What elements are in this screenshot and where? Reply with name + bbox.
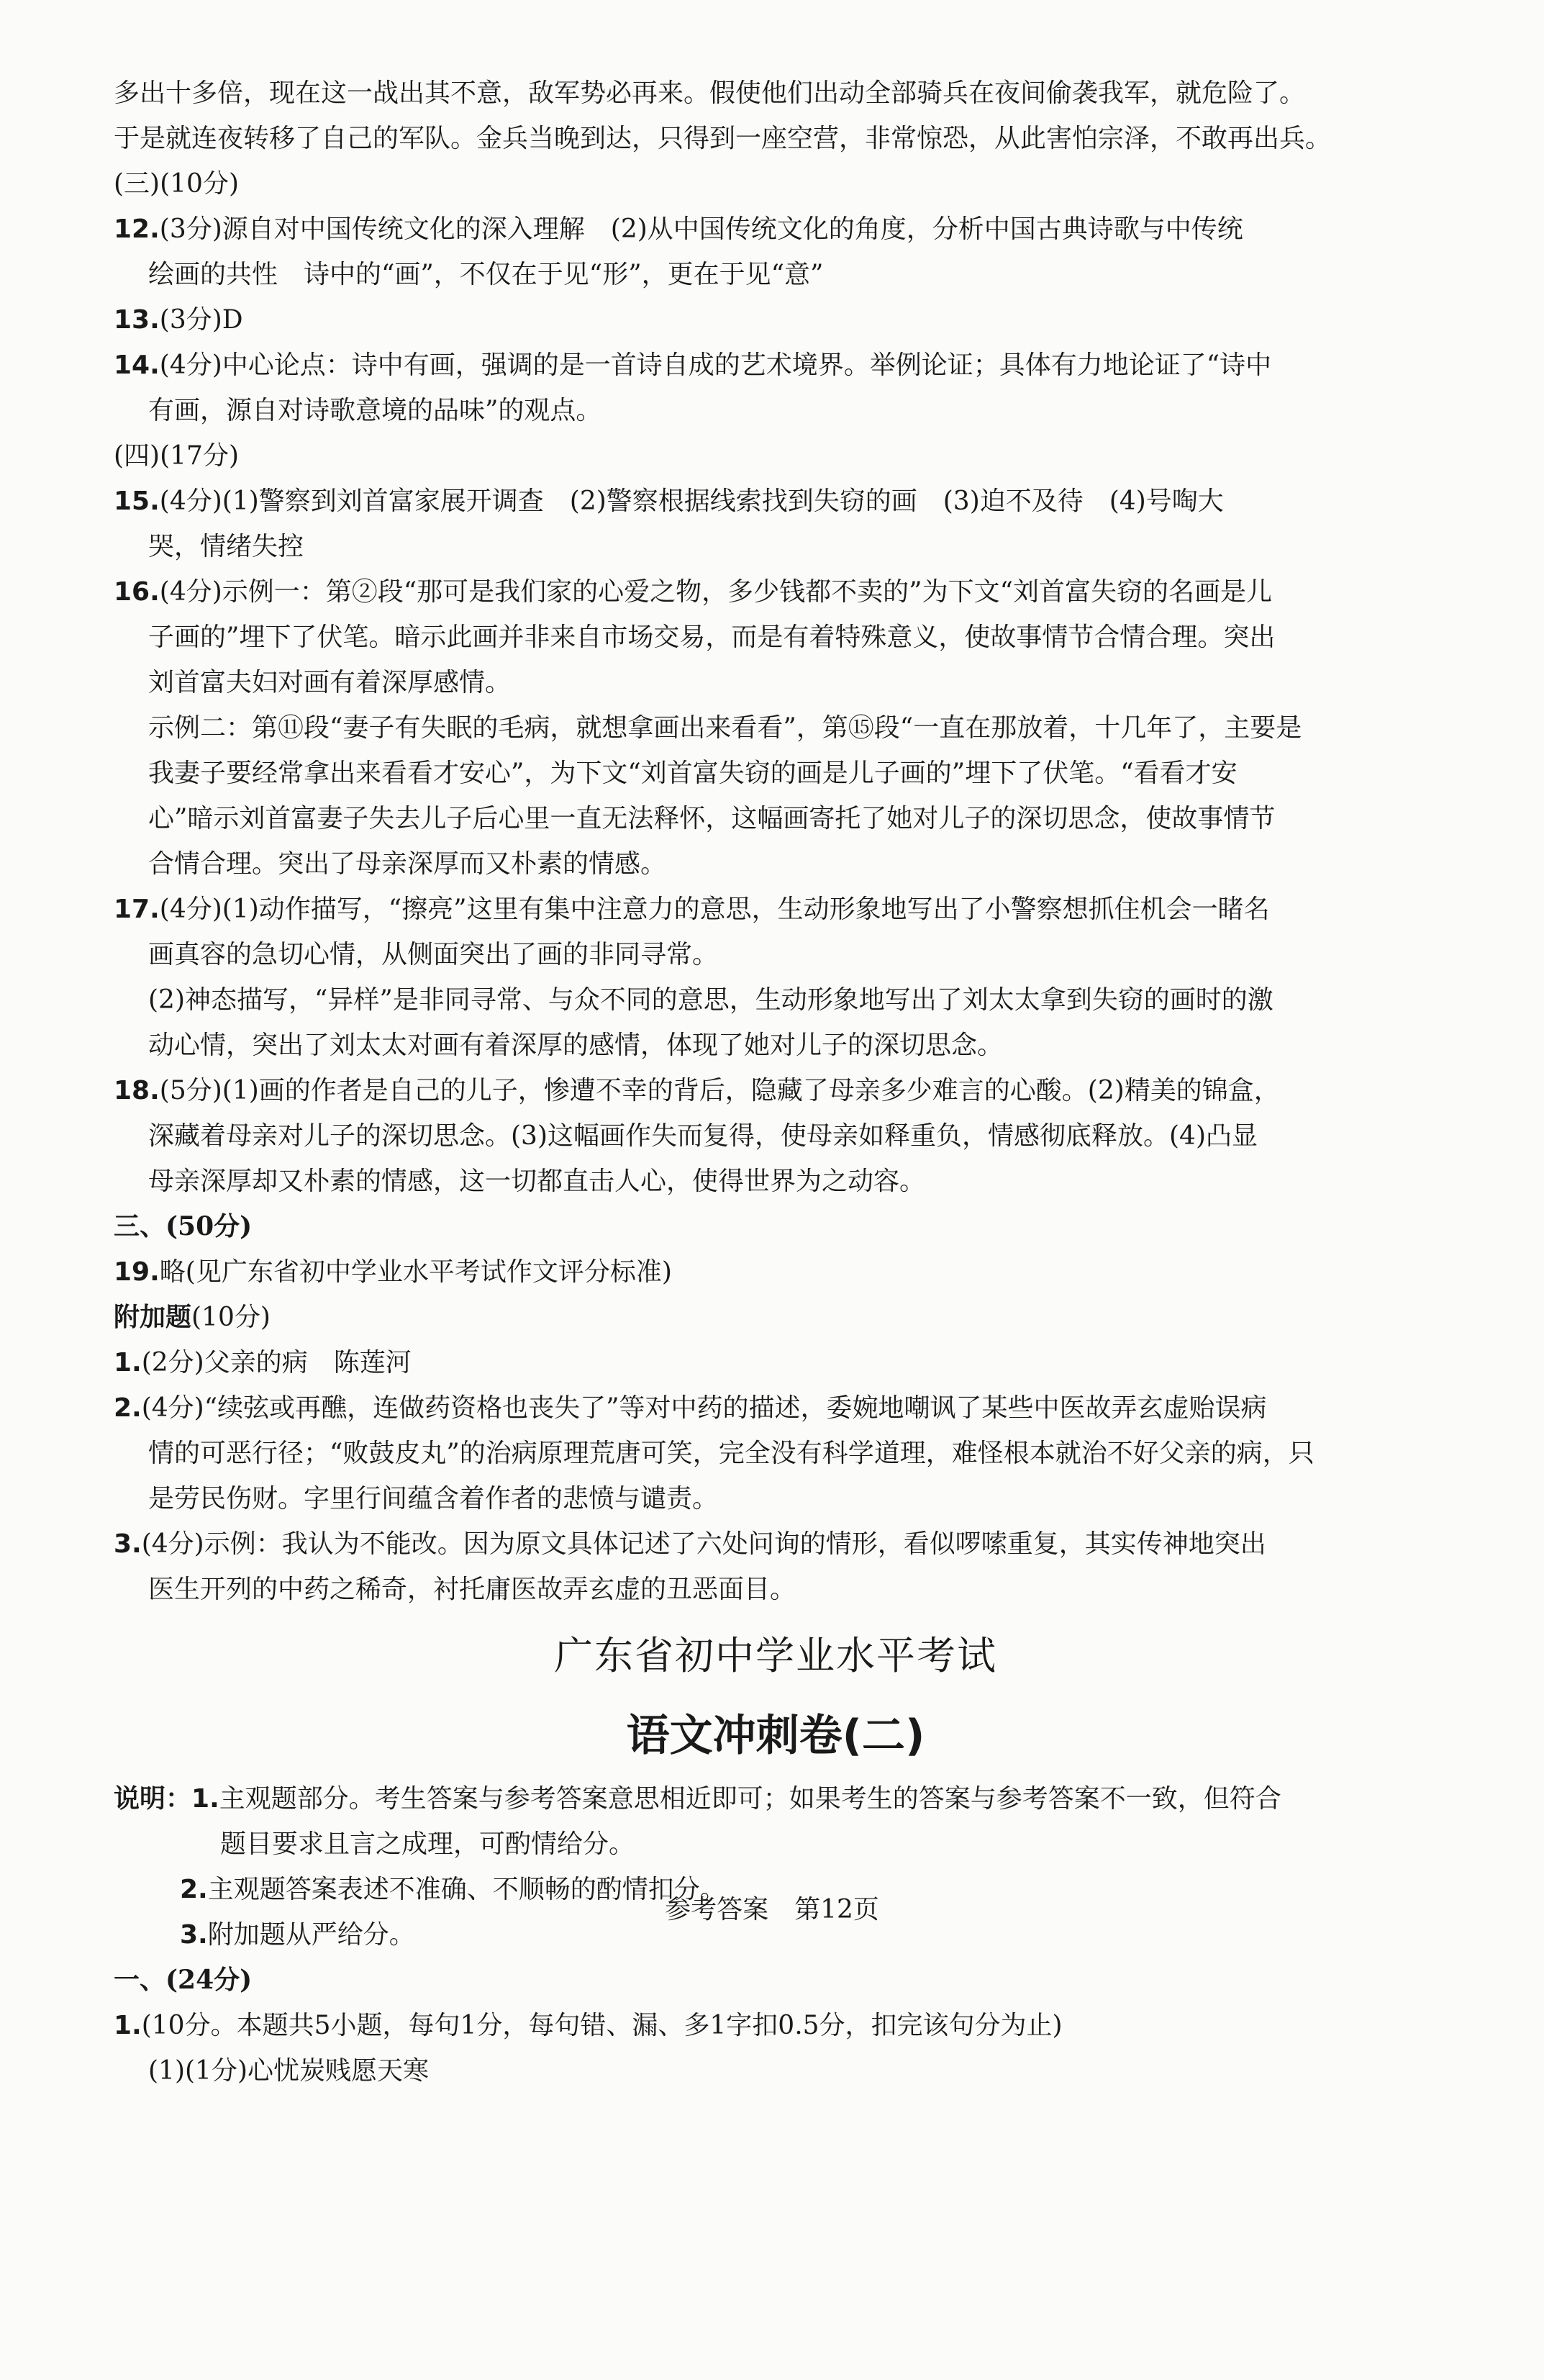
section-heading: (三)(10分) <box>114 169 239 199</box>
question-number: 2. <box>114 1393 142 1423</box>
note-number: 2. <box>180 1875 208 1904</box>
answer-17: 17.(4分)(1)动作描写，“擦亮”这里有集中注意力的意思，生动形象地写出了小警察想抓住机会一睹名 画真容的急切心情，从侧面突出了画的非同寻常。 (2)神态描写，“异样”是非同寻常、与众不同的意思，生动形象地写出了刘太太拿到失窃的画时的激 动心情，突出了刘太太对画有着深厚的感情，体现了她对儿子的深切思念。 <box>114 895 1273 1060</box>
answer-14: 14.(4分)中心论点：诗中有画，强调的是一首诗自成的艺术境界。举例论证；具体有力地论证了“诗中 有画，源自对诗歌意境的品味”的观点。 <box>114 350 1272 425</box>
section-heading: 一、(24分) <box>114 1965 253 1995</box>
note-number: 3. <box>180 1920 208 1950</box>
answer-15: 15.(4分)(1)警察到刘首富家展开调查 (2)警察根据线索找到失窃的画 (3)迫不及待 (4)号啕大 哭，情绪失控 <box>114 487 1224 561</box>
section-heading: (四)(17分) <box>114 441 239 471</box>
question-number: 1. <box>114 1348 142 1377</box>
question-number: 13. <box>114 305 160 335</box>
question-number: 12. <box>114 214 160 244</box>
text-line: 多出十多倍，现在这一战出其不意，敌军势必再来。假使他们出动全部骑兵在夜间偷袭我军，就危险了。 <box>114 78 1306 108</box>
question-number: 3. <box>114 1529 142 1559</box>
answer-12: 12.(3分)源自对中国传统文化的深入理解 (2)从中国传统文化的角度，分析中国古典诗歌与中传统 绘画的共性 诗中的“画”，不仅在于见“形”，更在于见“意” <box>114 214 1243 289</box>
page-footer: 参考答案 第12页 <box>665 1895 879 1924</box>
text-line: 于是就连夜转移了自己的军队。金兵当晚到达，只得到一座空营，非常惊恐，从此害怕宗泽，不敢再出兵。 <box>114 124 1332 153</box>
exam-title: 广东省初中学业水平考试 <box>554 1633 997 1678</box>
paper-title: 语文冲刺卷(二) <box>626 1711 925 1761</box>
answer-18: 18.(5分)(1)画的作者是自己的儿子，惨遭不幸的背后，隐藏了母亲多少难言的心酸。(2)精美的锦盒， 深藏着母亲对儿子的深切思念。(3)这幅画作失而复得，使母亲如释重负，情感彻底释放。(4)凸显 母亲深厚却又朴素的情感，这一切都直击人心，使得世界为之动容。 <box>114 1076 1280 1196</box>
extra-heading <box>114 1295 1438 1340</box>
answer-19: 19.略(见广东省初中学业水平考试作文评分标准) <box>114 1257 672 1287</box>
extra-score: (10分) <box>191 1303 271 1332</box>
question-number: 19. <box>114 1257 160 1287</box>
extra-title: 附加题 <box>114 1302 192 1332</box>
extra-answer-2: 2.(4分)“续弦或再醮，连做药资格也丧失了”等对中药的描述，委婉地嘲讽了某些中医故弄玄虚贻误病 情的可恶行径；“败鼓皮丸”的治病原理荒唐可笑，完全没有科学道理，难怪根本就治不好父亲的病，只 是劳民伤财。字里行间蕴含着作者的悲愤与谴责。 <box>114 1393 1314 1513</box>
note-number: 1. <box>191 1784 219 1814</box>
question-number: 1. <box>114 2011 142 2040</box>
question-number: 17. <box>114 895 160 924</box>
question-number: 15. <box>114 487 160 516</box>
question-number: 14. <box>114 350 160 380</box>
note-label: 说明： <box>114 1783 192 1814</box>
answer-1: 1.(10分。本题共5小题，每句1分，每句错、漏、多1字扣0.5分，扣完该句分为止) (1)(1分)心忧炭贱愿天寒 <box>114 2011 1063 2086</box>
section-heading: 三、(50分) <box>114 1211 253 1241</box>
extra-answer-1: 1.(2分)父亲的病 陈莲河 <box>114 1348 412 1377</box>
question-number: 18. <box>114 1076 160 1105</box>
question-number: 16. <box>114 577 160 607</box>
answer-content <box>114 71 1438 2094</box>
extra-answer-3: 3.(4分)示例：我认为不能改。因为原文具体记述了六处问询的情形，看似啰嗦重复，其实传神地突出 医生开列的中药之稀奇，衬托庸医故弄玄虚的丑恶面目。 <box>114 1529 1266 1604</box>
grading-notes: 说明：1.主观题部分。考生答案与参考答案意思相近即可；如果考生的答案与参考答案不一致，但符合 题目要求且言之成理，可酌情给分。 2.主观题答案表述不准确、不顺畅的酌情扣分。 3.附加题从严给分。 <box>114 1783 1281 1950</box>
answer-13: 13.(3分)D <box>114 305 243 335</box>
answer-16: 16.(4分)示例一：第②段“那可是我们家的心爱之物，多少钱都不卖的”为下文“刘首富失窃的名画是儿 子画的”埋下了伏笔。暗示此画并非来自市场交易，而是有着特殊意义，使故事情节合情合理。突出 刘首富夫妇对画有着深厚感情。 示例二：第⑪段“妻子有失眠的毛病，就想拿画出来看看”，第⑮段“一直在那放着，十几年了，主要是 我妻子要经常拿出来看看才安心”，为下文“刘首富失窃的画是儿子画的”埋下了伏笔。“看看才安 心”暗示刘首富妻子失去儿子后心里一直无法释怀，这幅画寄托了她对儿子的深切思念，使故事情节 合情合理。突出了母亲深厚而又朴素的情感。 <box>114 577 1302 879</box>
